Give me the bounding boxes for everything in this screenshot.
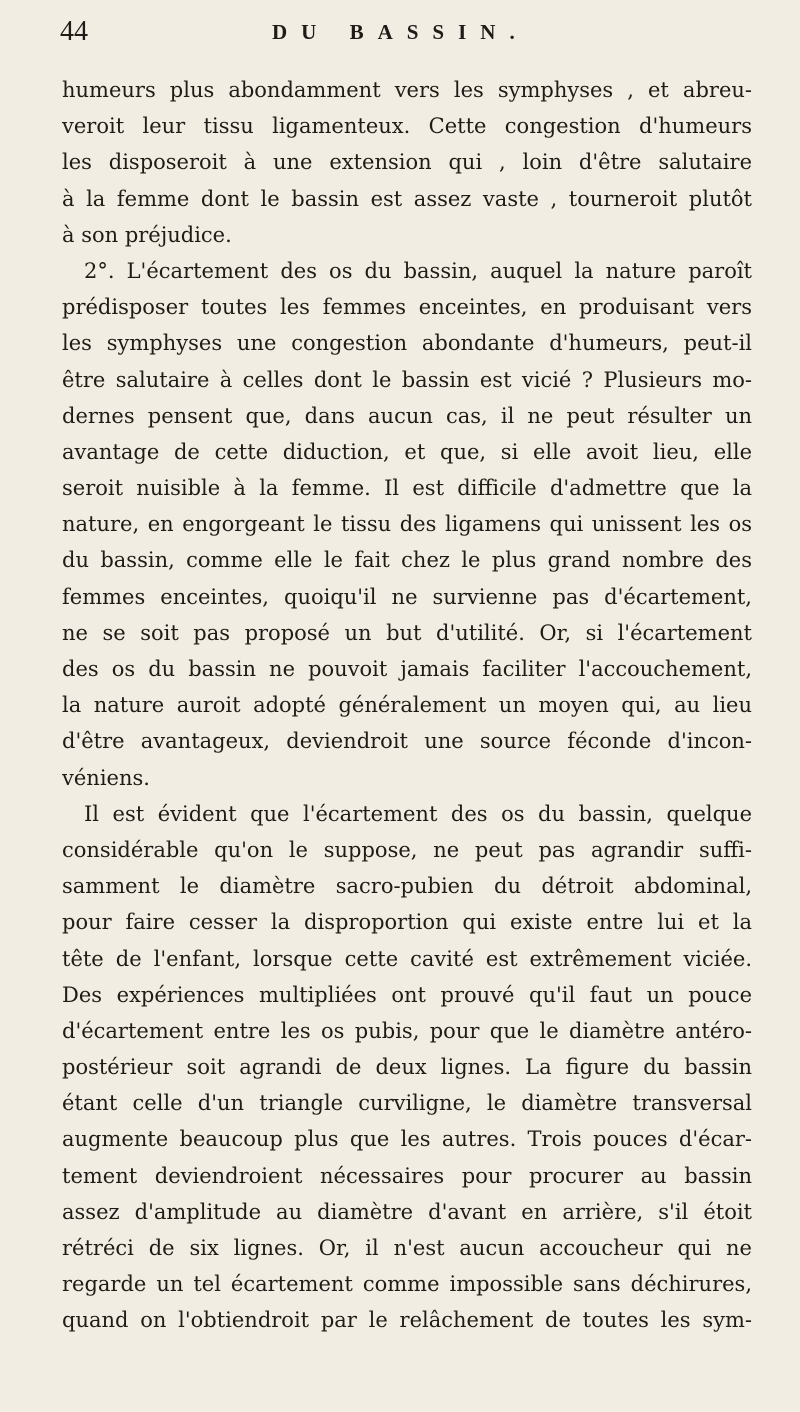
text-line: tement deviendroient nécessaires pour procurer au bassin [62, 1163, 752, 1188]
text-line: des os du bassin ne pouvoit jamais faciliter l'accouchement, [62, 657, 752, 681]
text-line: tête de l'enfant, lorsque cette cavité est extrêmement viciée. [62, 946, 752, 971]
text-line: regarde un tel écartement comme impossible sans déchirures, [62, 1272, 752, 1297]
text-line: augmente beaucoup plus que les autres. Trois pouces d'écar- [62, 1127, 752, 1152]
text-line: à son préjudice. [62, 222, 232, 247]
text-line: humeurs plus abondamment vers les symphyses , et abreu- [62, 78, 752, 102]
text-line: femmes enceintes, quoiqu'il ne survienne pas d'écartement, [62, 584, 752, 609]
text-line: veroit leur tissu ligamenteux. Cette congestion d'humeurs [62, 114, 752, 139]
text-line: du bassin, comme elle le fait chez le plus grand nombre des [62, 548, 752, 573]
text-line: Il est évident que l'écartement des os du bassin, quelque [84, 801, 752, 826]
text-line: considérable qu'on le suppose, ne peut pas agrandir suffi- [62, 837, 752, 862]
page-header [60, 16, 760, 56]
text-line: 2°. L'écartement des os du bassin, auquel la nature paroît [84, 258, 752, 283]
text-line: samment le diamètre sacro-pubien du détroit abdominal, [62, 874, 752, 899]
text-line: véniens. [62, 765, 150, 790]
text-line: avantage de cette diduction, et que, si elle avoit lieu, elle [62, 439, 752, 464]
running-head: DU BASSIN. [272, 20, 529, 44]
text-line: les disposeroit à une extension qui , loin d'être salutaire [62, 150, 752, 175]
text-line: rétréci de six lignes. Or, il n'est aucun accoucheur qui ne [62, 1236, 752, 1260]
text-line: nature, en engorgeant le tissu des ligamens qui unissent les os [62, 512, 752, 537]
page-number: 44 [60, 16, 88, 47]
text-line: assez d'amplitude au diamètre d'avant en arrière, s'il étoit [62, 1199, 752, 1224]
text-line: prédisposer toutes les femmes enceintes, en produisant vers [62, 295, 752, 320]
text-line: d'écartement entre les os pubis, pour que le diamètre antéro- [62, 1018, 752, 1043]
text-line: étant celle d'un triangle curviligne, le diamètre transversal [62, 1091, 752, 1116]
text-line: la nature auroit adopté généralement un moyen qui, au lieu [62, 693, 752, 718]
body-text [62, 72, 752, 1339]
text-line: seroit nuisible à la femme. Il est difficile d'admettre que la [62, 476, 752, 501]
text-line: les symphyses une congestion abondante d'humeurs, peut-il [62, 331, 752, 356]
text-line: à la femme dont le bassin est assez vaste , tourneroit plutôt [62, 186, 752, 211]
text-line: ne se soit pas proposé un but d'utilité. Or, si l'écartement [62, 620, 752, 645]
text-line: être salutaire à celles dont le bassin est vicié ? Plusieurs mo- [62, 367, 752, 392]
text-line: d'être avantageux, deviendroit une source féconde d'incon- [62, 729, 752, 754]
text-line: postérieur soit agrandi de deux lignes. La figure du bassin [62, 1055, 752, 1080]
text-line: quand on l'obtiendroit par le relâchement de toutes les sym- [62, 1308, 752, 1333]
text-line: Des expériences multipliées ont prouvé qu'il faut un pouce [62, 982, 752, 1007]
text-line: dernes pensent que, dans aucun cas, il ne peut résulter un [62, 403, 752, 428]
text-line: pour faire cesser la disproportion qui existe entre lui et la [62, 910, 752, 935]
